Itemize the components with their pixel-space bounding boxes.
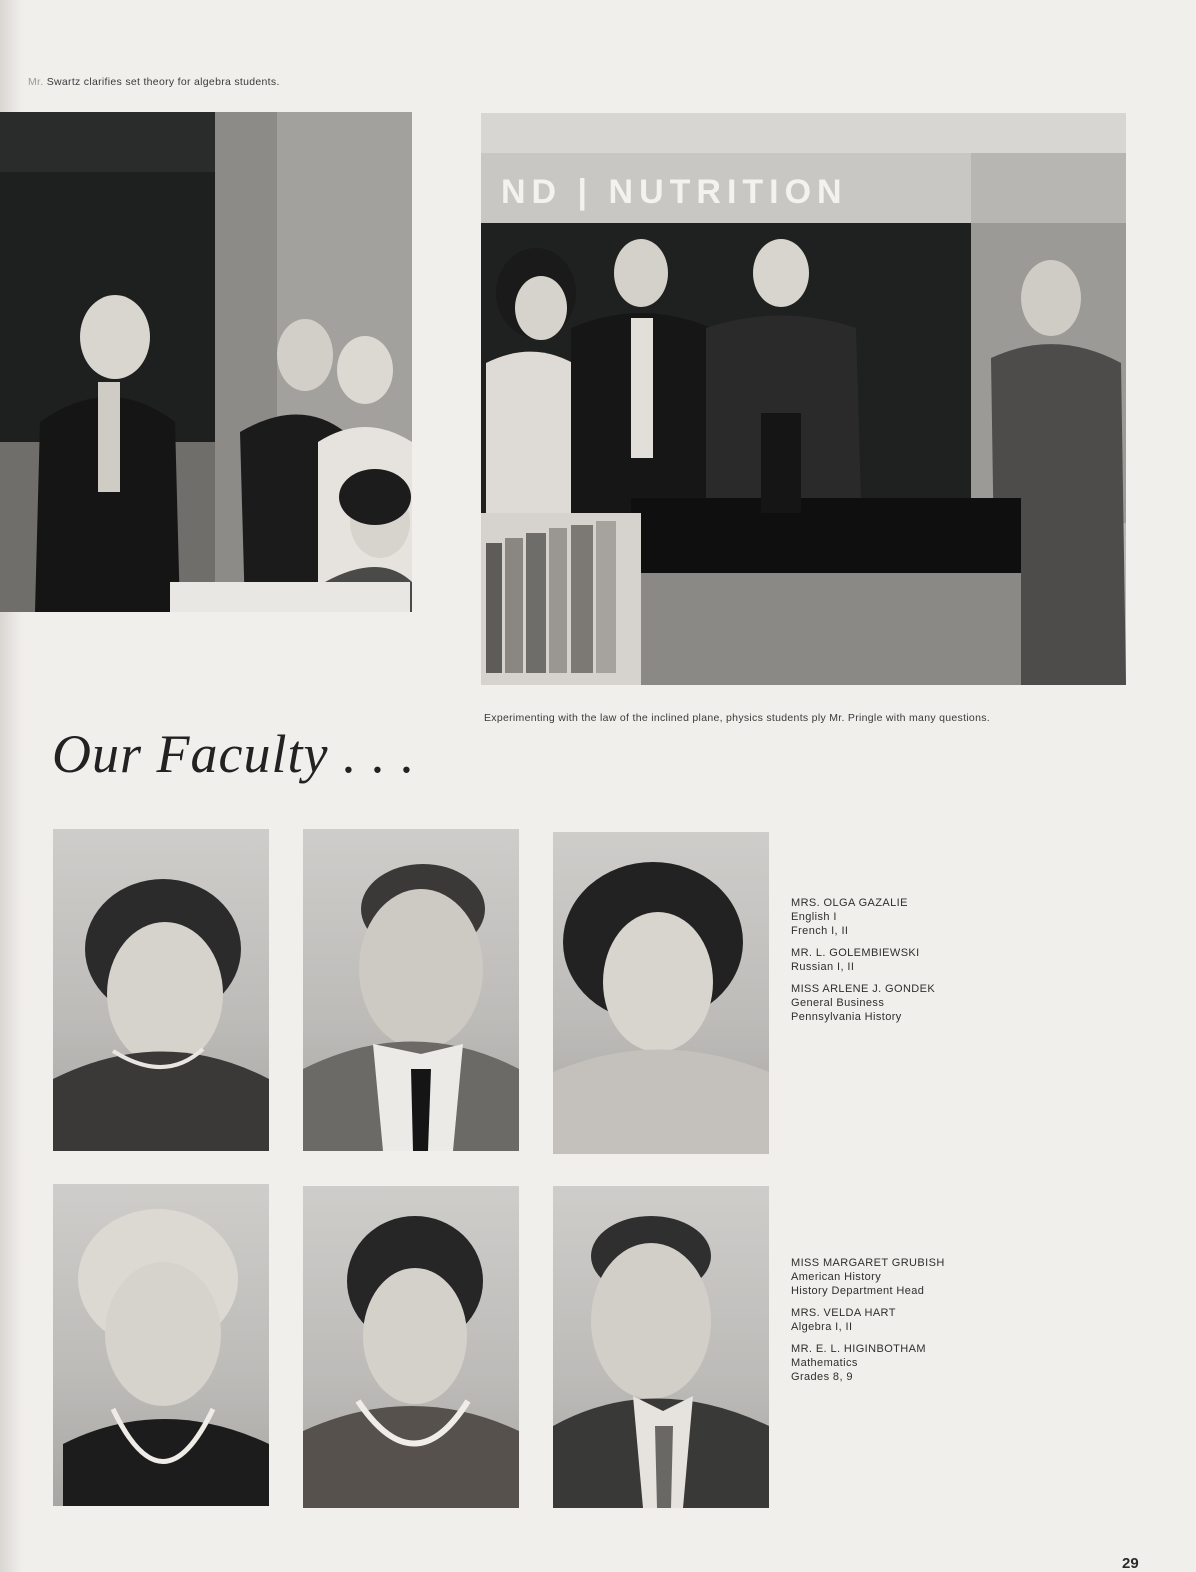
page-title: Our Faculty . . . [52, 724, 416, 784]
faculty-name: MR. L. GOLEMBIEWSKI [791, 947, 920, 959]
faculty-subject: Grades 8, 9 [791, 1371, 853, 1383]
portrait-golembiewski [303, 829, 519, 1151]
faculty-entry [791, 946, 1051, 974]
faculty-subject: General Business [791, 997, 885, 1009]
faculty-entry [791, 896, 1051, 938]
faculty-subject: Algebra I, II [791, 1321, 853, 1333]
faculty-name: MRS. VELDA HART [791, 1307, 896, 1319]
faculty-subject: English I [791, 911, 837, 923]
faculty-name: MR. E. L. HIGINBOTHAM [791, 1343, 926, 1355]
faculty-list-top [791, 896, 1051, 1032]
portrait-hart [303, 1186, 519, 1508]
portrait-image [53, 829, 269, 1151]
faculty-subject: American History [791, 1271, 882, 1283]
faculty-subject: Pennsylvania History [791, 1011, 902, 1023]
portrait-gondek [553, 832, 769, 1154]
faculty-entry [791, 1342, 1051, 1384]
faculty-subject: Russian I, II [791, 961, 855, 973]
algebra-photo-illustration [0, 112, 412, 612]
portrait-image [53, 1184, 269, 1506]
algebra-photo-caption [28, 75, 280, 89]
faculty-entry [791, 1306, 1051, 1334]
portrait-image [553, 1186, 769, 1508]
faculty-name: MISS MARGARET GRUBISH [791, 1257, 945, 1269]
faculty-entry [791, 1256, 1051, 1298]
page-number: 29 [1122, 1555, 1139, 1572]
physics-photo-caption: Experimenting with the law of the inclined plane, physics students ply Mr. Pringle with many questions. [484, 712, 990, 724]
faculty-name: MRS. OLGA GAZALIE [791, 897, 908, 909]
physics-class-photo [481, 113, 1126, 685]
portrait-grubish [53, 1184, 269, 1506]
faculty-entry [791, 982, 1051, 1024]
faculty-subject: French I, II [791, 925, 849, 937]
caption-faded-prefix: Mr. [28, 76, 44, 88]
portrait-image [553, 832, 769, 1154]
portrait-higinbotham [553, 1186, 769, 1508]
portrait-gazalie [53, 829, 269, 1151]
portrait-image [303, 829, 519, 1151]
faculty-name: MISS ARLENE J. GONDEK [791, 983, 936, 995]
faculty-list-bottom [791, 1256, 1051, 1392]
nutrition-banner-text: ND | NUTRITION [501, 173, 848, 211]
faculty-subject: Mathematics [791, 1357, 858, 1369]
portrait-image [303, 1186, 519, 1508]
faculty-subject: History Department Head [791, 1285, 925, 1297]
physics-photo-illustration [481, 113, 1126, 685]
algebra-class-photo [0, 112, 412, 612]
caption-text: Swartz clarifies set theory for algebra students. [46, 76, 280, 88]
